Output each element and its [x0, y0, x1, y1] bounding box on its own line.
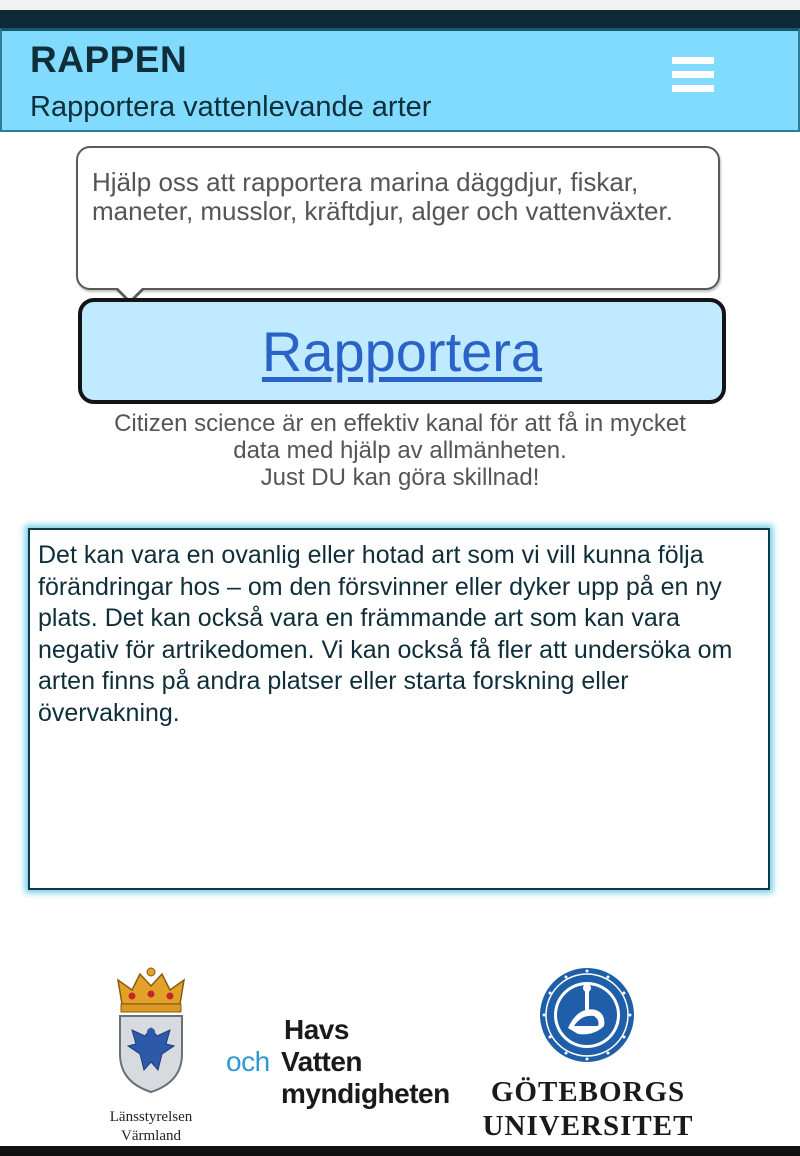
coat-of-arms-icon: [112, 966, 190, 1098]
top-bar: [0, 10, 800, 28]
info-line: Citizen science är en effektiv kanal för att få in mycket: [114, 410, 686, 437]
status-strip: [0, 0, 800, 10]
report-link[interactable]: Rapportera: [261, 319, 543, 383]
partner-logos: [0, 960, 800, 1146]
vatten-text: Vatten: [281, 1046, 363, 1077]
goteborgs-universitet-logo: [476, 966, 700, 1146]
report-button[interactable]: [78, 298, 726, 404]
menu-line: [672, 85, 714, 92]
citizen-science-info: [0, 410, 800, 491]
gu-text: UNIVERSITET: [482, 1110, 694, 1142]
lansstyrelsen-text: [92, 1108, 210, 1146]
lansstyrelsen-line: Länsstyrelsen: [109, 1109, 193, 1125]
description-box: [28, 528, 770, 890]
havs-text: Havs: [284, 1014, 349, 1045]
hamburger-menu-icon[interactable]: [672, 55, 714, 95]
info-line: data med hjälp av allmänheten.: [233, 437, 567, 464]
myndigheten-text: myndigheten: [281, 1078, 450, 1109]
lansstyrelsen-logo: [92, 966, 210, 1144]
lansstyrelsen-line: Värmland: [121, 1128, 181, 1144]
bottom-bar: [0, 1146, 800, 1156]
havs-och-vattenmyndigheten-logo: [224, 1014, 464, 1124]
app-title: RAPPEN: [30, 39, 188, 80]
menu-line: [672, 71, 714, 78]
app-header: [0, 28, 800, 132]
university-seal-icon: [538, 966, 636, 1064]
bubble-text: Hjälp oss att rapportera marina däggdjur, fiskar, maneter, musslor, kräftdjur, alger och vattenväxter.: [92, 167, 673, 226]
och-text: och: [226, 1046, 270, 1077]
info-line: Just DU kan göra skillnad!: [260, 464, 540, 491]
gu-text: GÖTEBORGS: [490, 1076, 686, 1108]
speech-bubble: [76, 146, 720, 290]
app-subtitle: Rapportera vattenlevande arter: [30, 91, 432, 123]
description-text: Det kan vara en ovanlig eller hotad art som vi vill kunna följa förändringar hos – om den försvinner eller dyker upp på en ny plats. Det kan också vara en främmande art som kan vara negativ för artrikedomen. Vi kan också få fler att undersöka om arten finns på andra platser eller starta forskning eller övervakning.: [38, 541, 733, 727]
menu-line: [672, 57, 714, 64]
